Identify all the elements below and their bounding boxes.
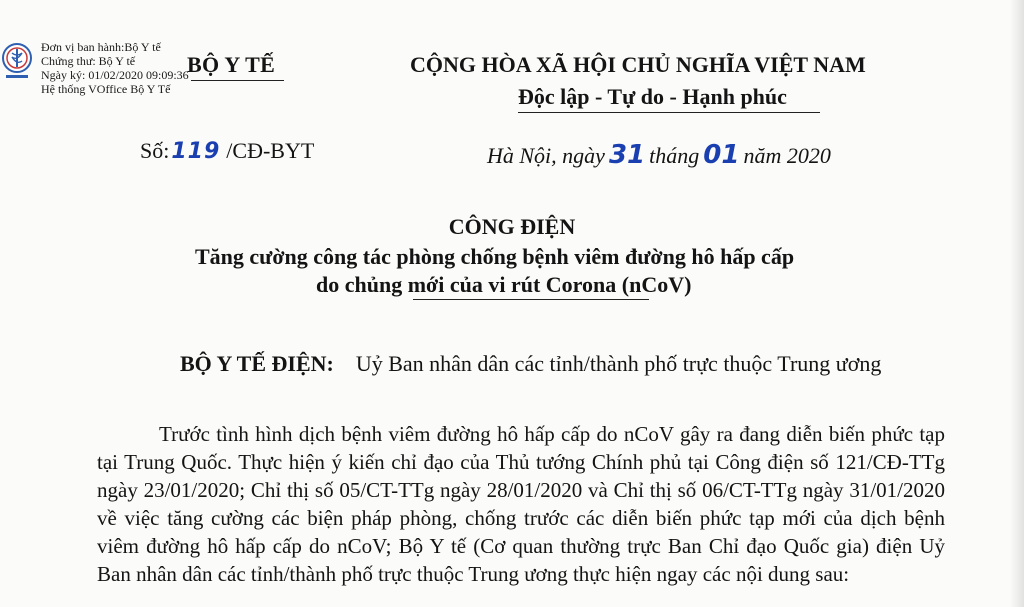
ministry-name: BỘ Y TẾ bbox=[187, 52, 276, 77]
signature-issuer: Đơn vị ban hành:Bộ Y tế bbox=[41, 40, 161, 54]
motto-underline bbox=[518, 112, 820, 113]
page-edge-shadow bbox=[1010, 0, 1024, 607]
issue-date bbox=[487, 140, 831, 170]
recipient-line bbox=[180, 351, 881, 377]
ministry-underline bbox=[191, 80, 284, 81]
document-number bbox=[140, 138, 314, 164]
date-year: năm 2020 bbox=[743, 143, 831, 168]
doc-number-prefix: Số: bbox=[140, 138, 170, 163]
body-text bbox=[97, 420, 945, 588]
document-title: CÔNG ĐIỆN bbox=[448, 214, 576, 239]
doc-number-handwritten: 119 bbox=[171, 139, 221, 164]
body-paragraph: Trước tình hình dịch bệnh viêm đường hô hấp cấp do nCoV gây ra đang diễn biến phức tạp tại Trung Quốc. Thực hiện ý kiến chỉ đạo của Thủ tướng Chính phủ tại Công điện số 121/CĐ-TTg ngày 23/01/2020; Chỉ thị số 05/CT-TTg ngày 28/01/2020 và Chỉ thị số 06/CT-TTg ngày 31/01/2020 về việc tăng cường các biện pháp phòng, chống trước các diễn biến phức tạp mới của dịch bệnh viêm đường hô hấp cấp do nCoV; Bộ Y tế (Cơ quan thường trực Ban Chỉ đạo Quốc gia) điện Uỷ Ban nhân dân các tỉnh/thành phố trực thuộc Trung ương thực hiện ngay các nội dung sau: bbox=[97, 422, 945, 586]
document-subtitle-line2: do chủng mới của vi rút Corona (nCoV) bbox=[316, 272, 692, 297]
document-subtitle-line1: Tăng cường công tác phòng chống bệnh viêm đường hô hấp cấp bbox=[195, 244, 795, 269]
signature-cert: Chứng thư: Bộ Y tế bbox=[41, 54, 136, 68]
recipient-label: BỘ Y TẾ ĐIỆN: bbox=[180, 351, 334, 376]
digital-signature-info bbox=[41, 40, 189, 96]
date-prefix: Hà Nội, ngày bbox=[487, 143, 605, 168]
date-month-handwritten: 01 bbox=[703, 140, 740, 170]
signature-system: Hệ thống VOffice Bộ Y Tế bbox=[41, 82, 171, 96]
signature-date: Ngày ký: 01/02/2020 09:09:36 bbox=[41, 68, 189, 82]
doc-number-suffix: /CĐ-BYT bbox=[226, 138, 315, 163]
recipient-text: Uỷ Ban nhân dân các tỉnh/thành phố trực thuộc Trung ương bbox=[355, 351, 882, 376]
date-month-label: tháng bbox=[649, 143, 700, 168]
ministry-seal-icon bbox=[2, 40, 34, 88]
date-day-handwritten: 31 bbox=[608, 140, 646, 170]
national-motto: Độc lập - Tự do - Hạnh phúc bbox=[518, 84, 787, 109]
subtitle-underline bbox=[413, 299, 649, 300]
nation-heading: CỘNG HÒA XÃ HỘI CHỦ NGHĨA VIỆT NAM bbox=[410, 52, 866, 77]
